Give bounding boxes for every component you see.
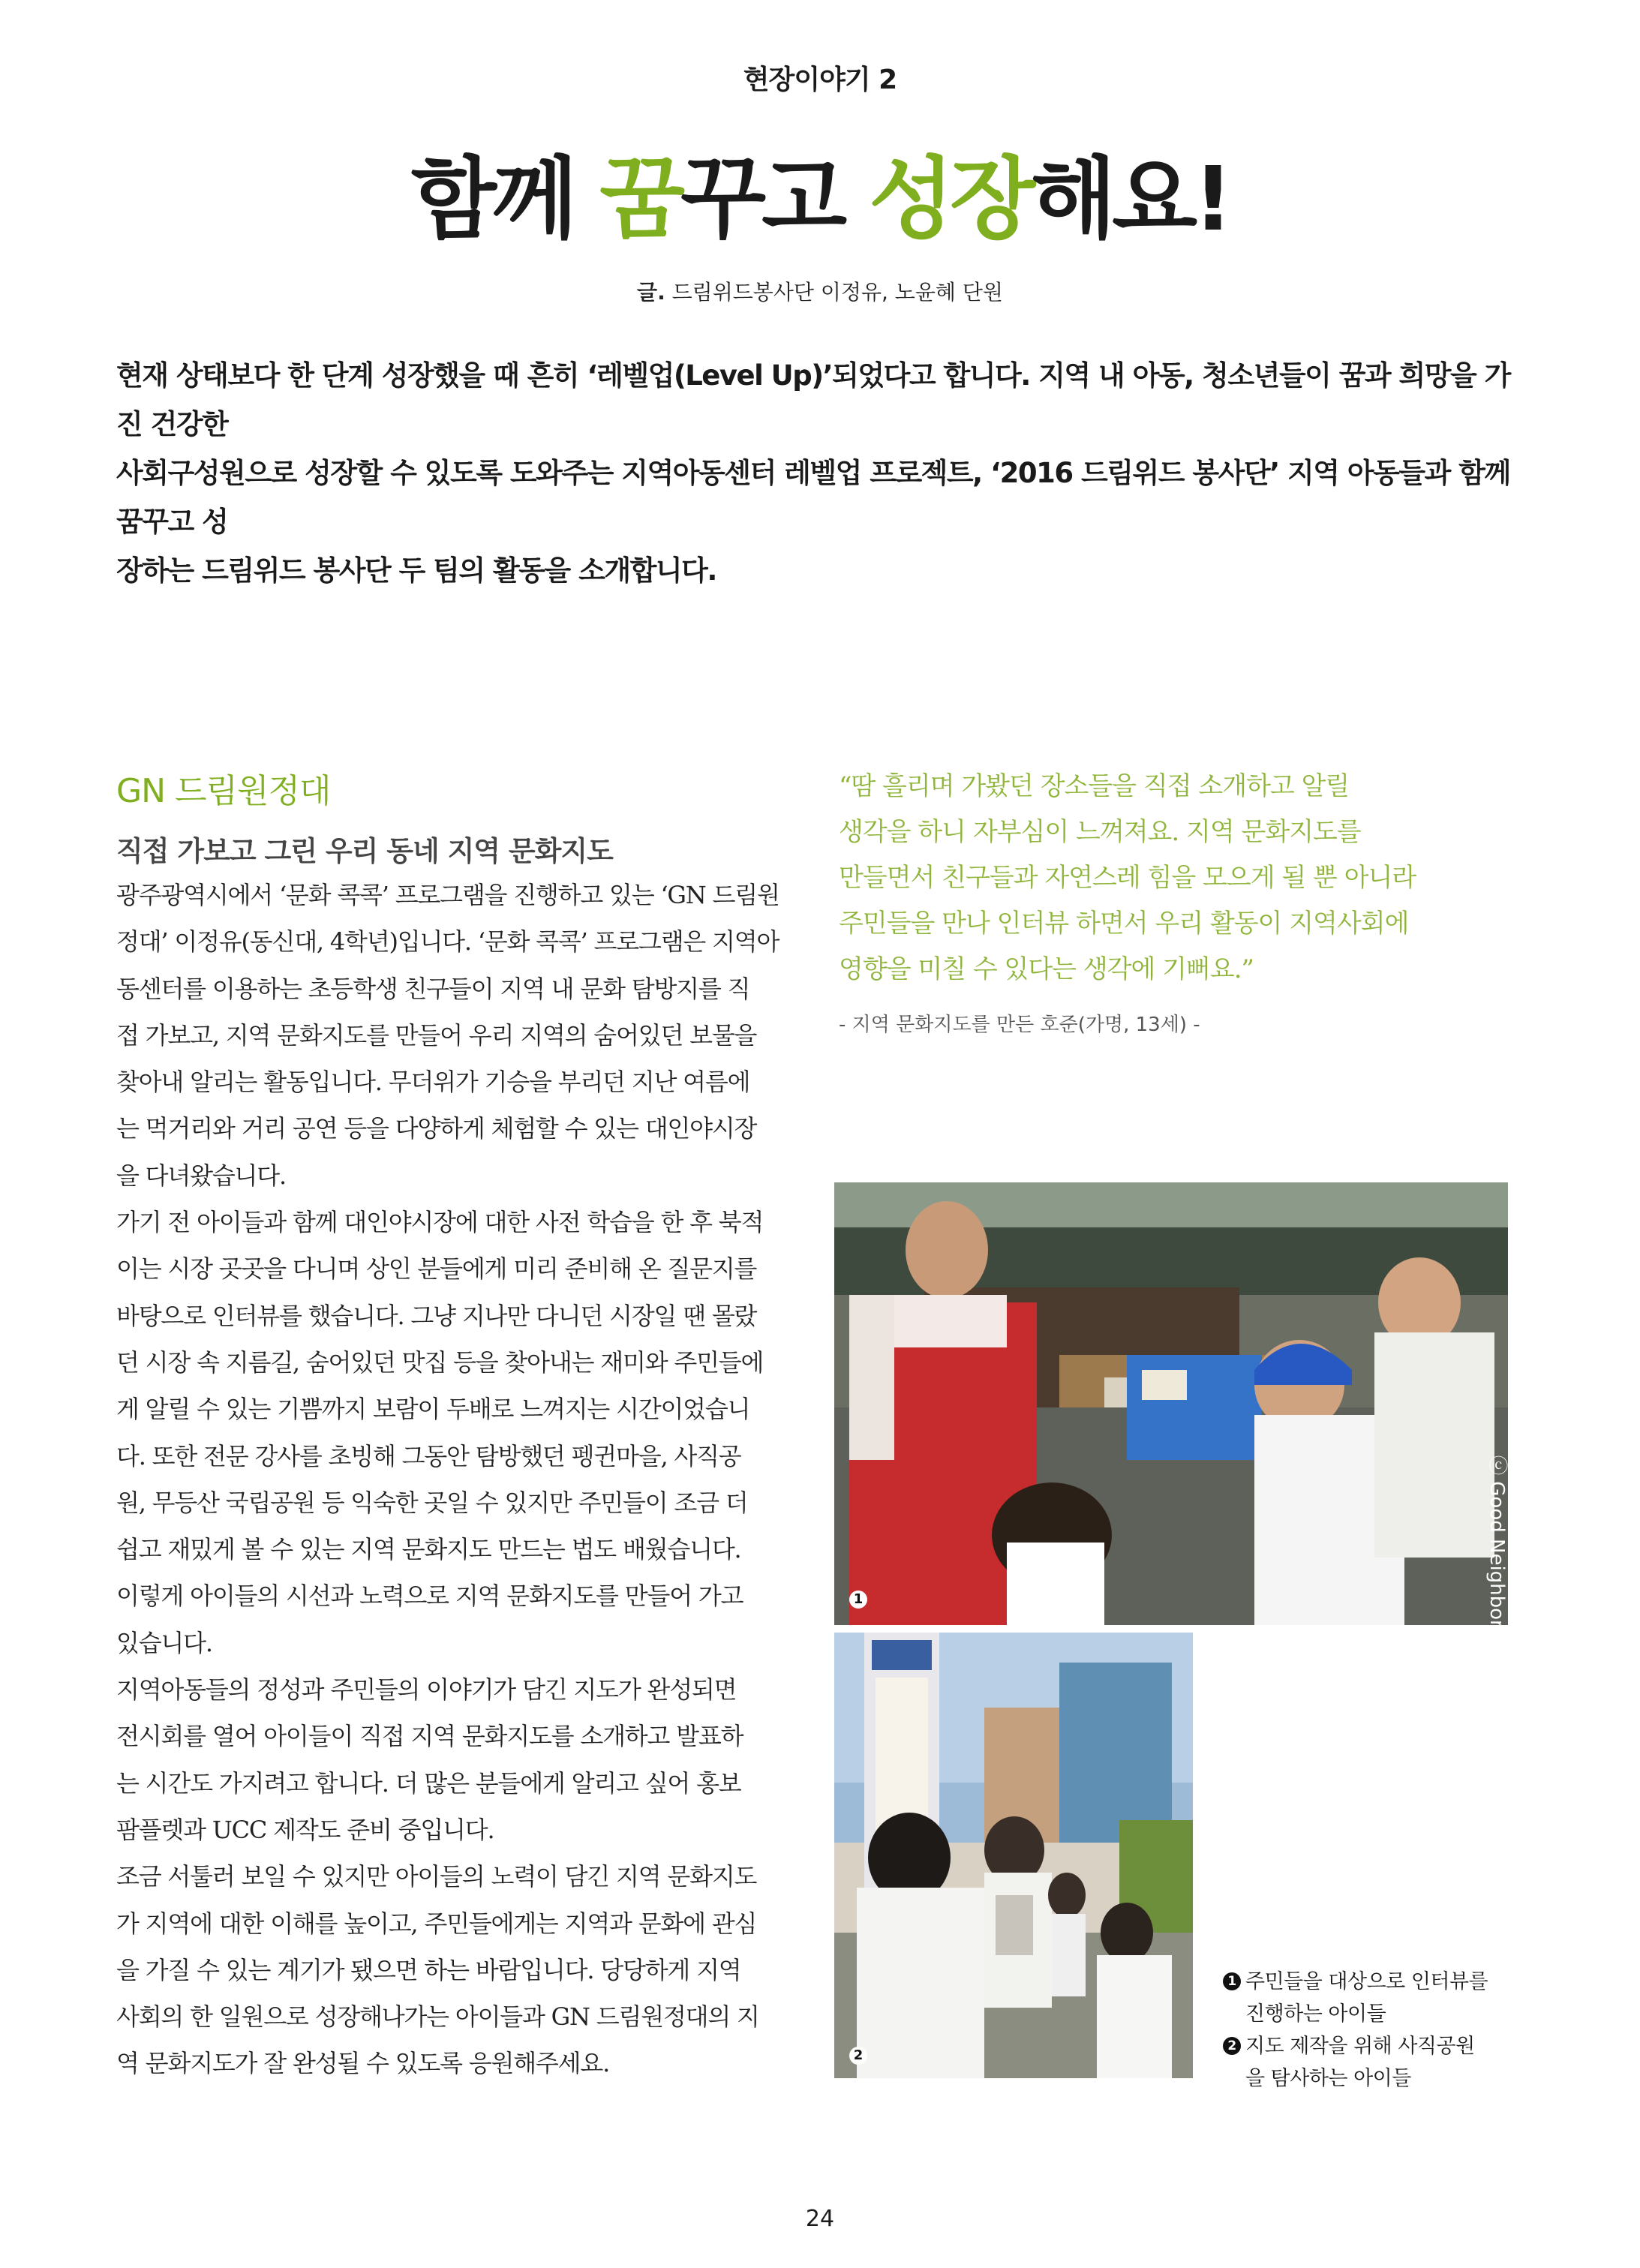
photo-captions (1223, 1966, 1523, 2095)
body-line: 쉽고 재밌게 볼 수 있는 지역 문화지도 만드는 법도 배웠습니다. (116, 1535, 741, 1564)
body-line: 광주광역시에서 ‘문화 콕콕’ 프로그램을 진행하고 있는 ‘GN 드림원 (116, 881, 779, 909)
body-line: 전시회를 열어 아이들이 직접 지역 문화지도를 소개하고 발표하 (116, 1722, 743, 1751)
byline-prefix: 글. (637, 280, 665, 305)
quote-line: 영향을 미칠 수 있다는 생각에 기뻐요.” (839, 954, 1254, 984)
intro-line: 장하는 드림위드 봉사단 두 팀의 활동을 소개합니다. (116, 554, 716, 587)
title-part-3: 꾸고 (680, 147, 870, 251)
page-title (0, 147, 1640, 251)
team-title: GN 드림원정대 (116, 772, 331, 810)
body-line: 정대’ 이정유(동신대, 4학년)입니다. ‘문화 콕콕’ 프로그램은 지역아 (116, 927, 779, 957)
body-line: 이는 시장 곳곳을 다니며 상인 분들에게 미리 준비해 온 질문지를 (116, 1254, 757, 1284)
quote-line: 만들면서 친구들과 자연스레 힘을 모으게 될 뿐 아니라 (839, 863, 1416, 893)
body-line: 팜플렛과 UCC 제작도 준비 중입니다. (116, 1815, 494, 1844)
body-line: 역 문화지도가 잘 완성될 수 있도록 응원해주세요. (116, 2049, 610, 2078)
body-line: 가기 전 아이들과 함께 대인야시장에 대한 사전 학습을 한 후 북적 (116, 1208, 764, 1237)
caption-1-number: 1 (1223, 1972, 1241, 1990)
photo-badge-1: 1 (849, 1591, 867, 1609)
photo-park-exploration (834, 1633, 1193, 2078)
title-part-1: 함께 (411, 147, 600, 251)
body-line: 다. 또한 전문 강사를 초빙해 그동안 탐방했던 펭귄마을, 사직공 (116, 1441, 741, 1470)
caption-1 (1223, 1966, 1523, 1998)
body-line: 는 시간도 가지려고 합니다. 더 많은 분들에게 알리고 싶어 홍보 (116, 1768, 741, 1798)
title-part-5: 해요! (1031, 147, 1229, 251)
title-part-4: 성장 (869, 147, 1032, 251)
quote-line: “땀 흘리며 가봤던 장소들을 직접 소개하고 알릴 (839, 771, 1350, 801)
article-body (116, 872, 795, 2087)
photo-credit: ⓒ Good Neighbors (1485, 1455, 1508, 1639)
body-line: 지역아동들의 정성과 주민들의 이야기가 담긴 지도가 완성되면 (116, 1675, 737, 1705)
body-line: 을 가질 수 있는 계기가 됐으면 하는 바람입니다. 당당하게 지역 (116, 1955, 741, 1984)
body-line: 는 먹거리와 거리 공연 등을 다양하게 체험할 수 있는 대인야시장 (116, 1114, 757, 1143)
caption-2-number: 2 (1223, 2037, 1241, 2055)
page-number: 24 (805, 2206, 835, 2232)
body-line: 게 알릴 수 있는 기쁨까지 보람이 두배로 느껴지는 시간이었습니 (116, 1395, 750, 1424)
intro-paragraph (116, 351, 1527, 595)
section-label: 현장이야기 2 (743, 65, 897, 95)
body-line: 원, 무등산 국립공원 등 익숙한 곳일 수 있지만 주민들이 조금 더 (116, 1488, 748, 1517)
body-line: 을 다녀왔습니다. (116, 1161, 286, 1190)
body-line: 가 지역에 대한 이해를 높이고, 주민들에게는 지역과 문화에 관심 (116, 1909, 757, 1938)
intro-line: 사회구성원으로 성장할 수 있도록 도와주는 지역아동센터 레벨업 프로젝트, ‘2016 드림위드 봉사단’ 지역 아동들과 함께 꿈꾸고 성 (116, 457, 1510, 538)
body-line: 동센터를 이용하는 초등학생 친구들이 지역 내 문화 탐방지를 직 (116, 974, 750, 1003)
byline-text: 드림위드봉사단 이정유, 노윤혜 단원 (665, 280, 1003, 305)
photo-market-interview (834, 1182, 1508, 1625)
body-line: 조금 서툴러 보일 수 있지만 아이들의 노력이 담긴 지역 문화지도 (116, 1862, 757, 1891)
intro-line: 현재 상태보다 한 단계 성장했을 때 흔히 ‘레벨업(Level Up)’되었다고 합니다. 지역 내 아동, 청소년들이 꿈과 희망을 가진 건강한 (116, 359, 1510, 440)
article-subtitle: 직접 가보고 그린 우리 동네 지역 문화지도 (116, 835, 613, 867)
caption-1-line-1: 주민들을 대상으로 인터뷰를 (1245, 1970, 1488, 1993)
title-part-2: 꿈 (599, 147, 681, 251)
body-line: 사회의 한 일원으로 성장해나가는 아이들과 GN 드림원정대의 지 (116, 2002, 759, 2032)
body-line: 접 가보고, 지역 문화지도를 만들어 우리 지역의 숨어있던 보물을 (116, 1020, 757, 1050)
caption-2 (1223, 2030, 1523, 2062)
body-line: 이렇게 아이들의 시선과 노력으로 지역 문화지도를 만들어 가고 (116, 1582, 743, 1611)
pull-quote (839, 764, 1491, 993)
quote-line: 생각을 하니 자부심이 느껴져요. 지역 문화지도를 (839, 817, 1361, 847)
quote-line: 주민들을 만나 인터뷰 하면서 우리 활동이 지역사회에 (839, 909, 1409, 939)
caption-2-line-1: 지도 제작을 위해 사직공원 (1245, 2035, 1475, 2058)
byline (0, 276, 1640, 306)
body-line: 있습니다. (116, 1628, 212, 1657)
quote-attribution: - 지역 문화지도를 만든 호준(가명, 13세) - (839, 1014, 1200, 1036)
caption-2-line-2: 을 탐사하는 아이들 (1245, 2067, 1411, 2090)
photo-badge-2: 2 (849, 2047, 867, 2065)
body-line: 던 시장 속 지름길, 숨어있던 맛집 등을 찾아내는 재미와 주민들에 (116, 1347, 764, 1377)
caption-1-line-2: 진행하는 아이들 (1245, 2002, 1386, 2026)
body-line: 찾아내 알리는 활동입니다. 무더위가 기승을 부리던 지난 여름에 (116, 1068, 750, 1097)
body-line: 바탕으로 인터뷰를 했습니다. 그냥 지나만 다니던 시장일 땐 몰랐 (116, 1301, 757, 1330)
